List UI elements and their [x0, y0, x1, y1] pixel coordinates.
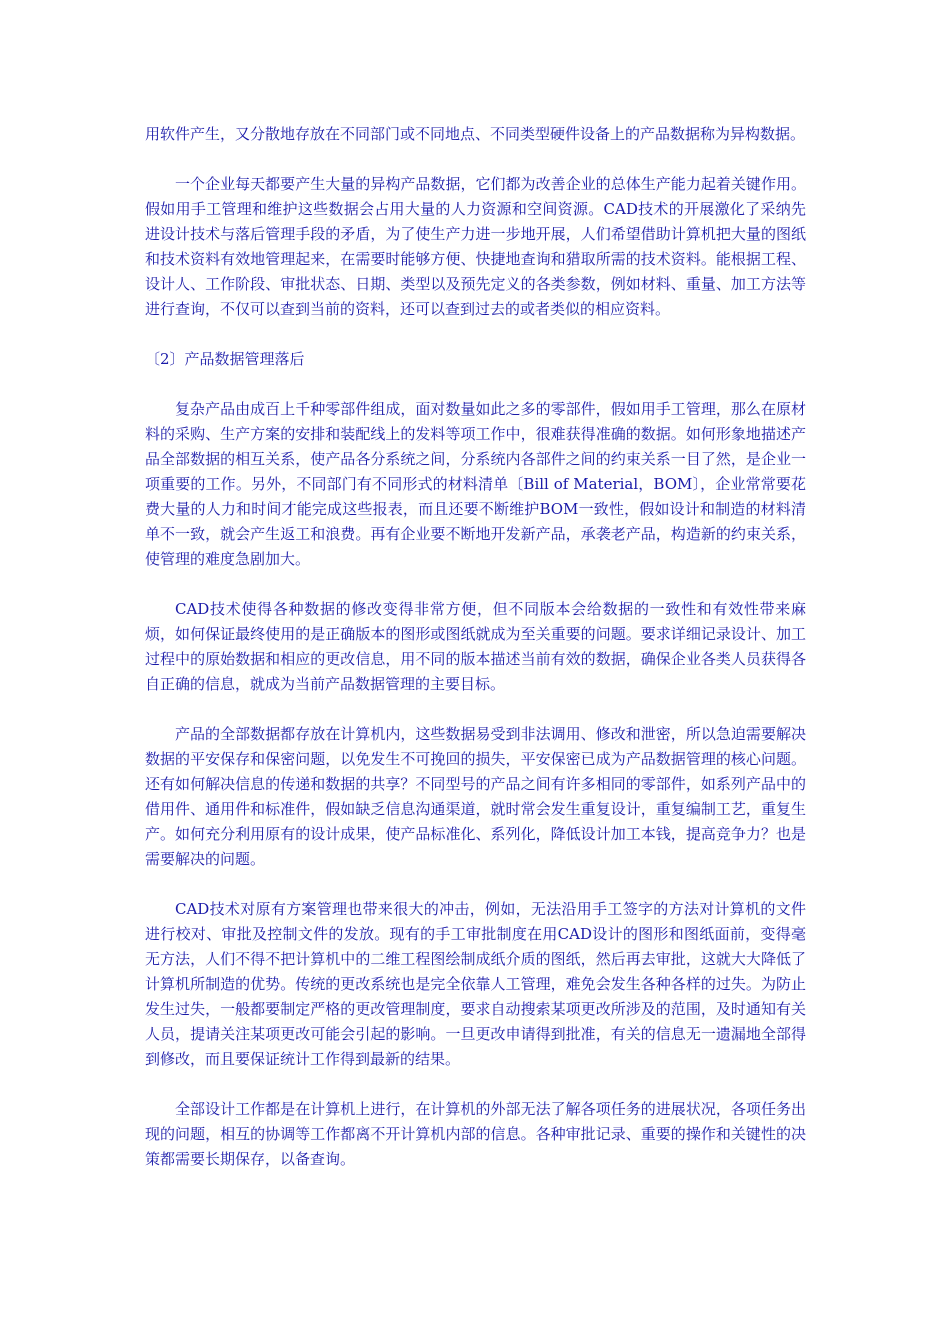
- document-body: [145, 122, 806, 1197]
- section-heading: 〔2〕产品数据管理落后: [145, 350, 305, 368]
- paragraph-data-security: 产品的全部数据都存放在计算机内，这些数据易受到非法调用、修改和泄密，所以急迫需要解决数据的平安保存和保密问题，以免发生不可挽回的损失，平安保密已成为产品数据管理的核心问题。还有如何解决信息的传递和数据的共享？不同型号的产品之间有许多相同的零部件，如系列产品中的借用件、通用件和标准件，假如缺乏信息沟通渠道，就时常会发生重复设计，重复编制工艺，重复生产。如何充分利用原有的设计成果，使产品标准化、系列化，降低设计加工本钱，提高竞争力？也是需要解决的问题。: [145, 725, 806, 868]
- paragraph-design-records: 全部设计工作都是在计算机上进行，在计算机的外部无法了解各项任务的进展状况，各项任务出现的问题，相互的协调等工作都离不开计算机内部的信息。各种审批记录、重要的操作和关键性的决策都需要长期保存，以备查询。: [145, 1100, 806, 1168]
- paragraph-intro-continued: 用软件产生，又分散地存放在不同部门或不同地点、不同类型硬件设备上的产品数据称为异构数据。: [145, 125, 806, 143]
- paragraph-approval-management: CAD技术对原有方案管理也带来很大的冲击，例如，无法沿用手工签字的方法对计算机的文件进行校对、审批及控制文件的发放。现有的手工审批制度在用CAD设计的图形和图纸面前，变得毫无方法，人们不得不把计算机中的二维工程图绘制成纸介质的图纸，然后再去审批，这就大大降低了计算机所制造的优势。传统的更改系统也是完全依靠人工管理，难免会发生各种各样的过失。为防止发生过失，一般都要制定严格的更改管理制度，要求自动搜索某项更改所涉及的范围，及时通知有关人员，提请关注某项更改可能会引起的影响。一旦更改申请得到批准，有关的信息无一遗漏地全部得到修改，而且要保证统计工作得到最新的结果。: [145, 900, 806, 1068]
- paragraph-version-control: CAD技术使得各种数据的修改变得非常方便，但不同版本会给数据的一致性和有效性带来麻烦，如何保证最终使用的是正确版本的图形或图纸就成为至关重要的问题。要求详细记录设计、加工过程中的原始数据和相应的更改信息，用不同的版本描述当前有效的数据，确保企业各类人员获得各自正确的信息，就成为当前产品数据管理的主要目标。: [145, 600, 806, 693]
- paragraph-complex-products: 复杂产品由成百上千种零部件组成，面对数量如此之多的零部件，假如用手工管理，那么在原材料的采购、生产方案的安排和装配线上的发料等项工作中，很难获得准确的数据。如何形象地描述产品全部数据的相互关系，使产品各分系统之间，分系统内各部件之间的约束关系一目了然，是企业一项重要的工作。另外，不同部门有不同形式的材料清单〔Bill of Material，BOM〕，企业常常要花费大量的人力和时间才能完成这些报表，而且还要不断维护BOM一致性，假如设计和制造的材料清单不一致，就会产生返工和浪费。再有企业要不断地开发新产品，承袭老产品，构造新的约束关系，使管理的难度急剧加大。: [145, 400, 806, 568]
- paragraph-heterogeneous-data: 一个企业每天都要产生大量的异构产品数据，它们都为改善企业的总体生产能力起着关键作用。假如用手工管理和维护这些数据会占用大量的人力资源和空间资源。CAD技术的开展激化了采纳先进设计技术与落后管理手段的矛盾，为了使生产力进一步地开展，人们希望借助计算机把大量的图纸和技术资料有效地管理起来，在需要时能够方便、快捷地查询和猎取所需的技术资料。能根据工程、设计人、工作阶段、审批状态、日期、类型以及预先定义的各类参数，例如材料、重量、加工方法等进行查询，不仅可以查到当前的资料，还可以查到过去的或者类似的相应资料。: [145, 175, 806, 318]
